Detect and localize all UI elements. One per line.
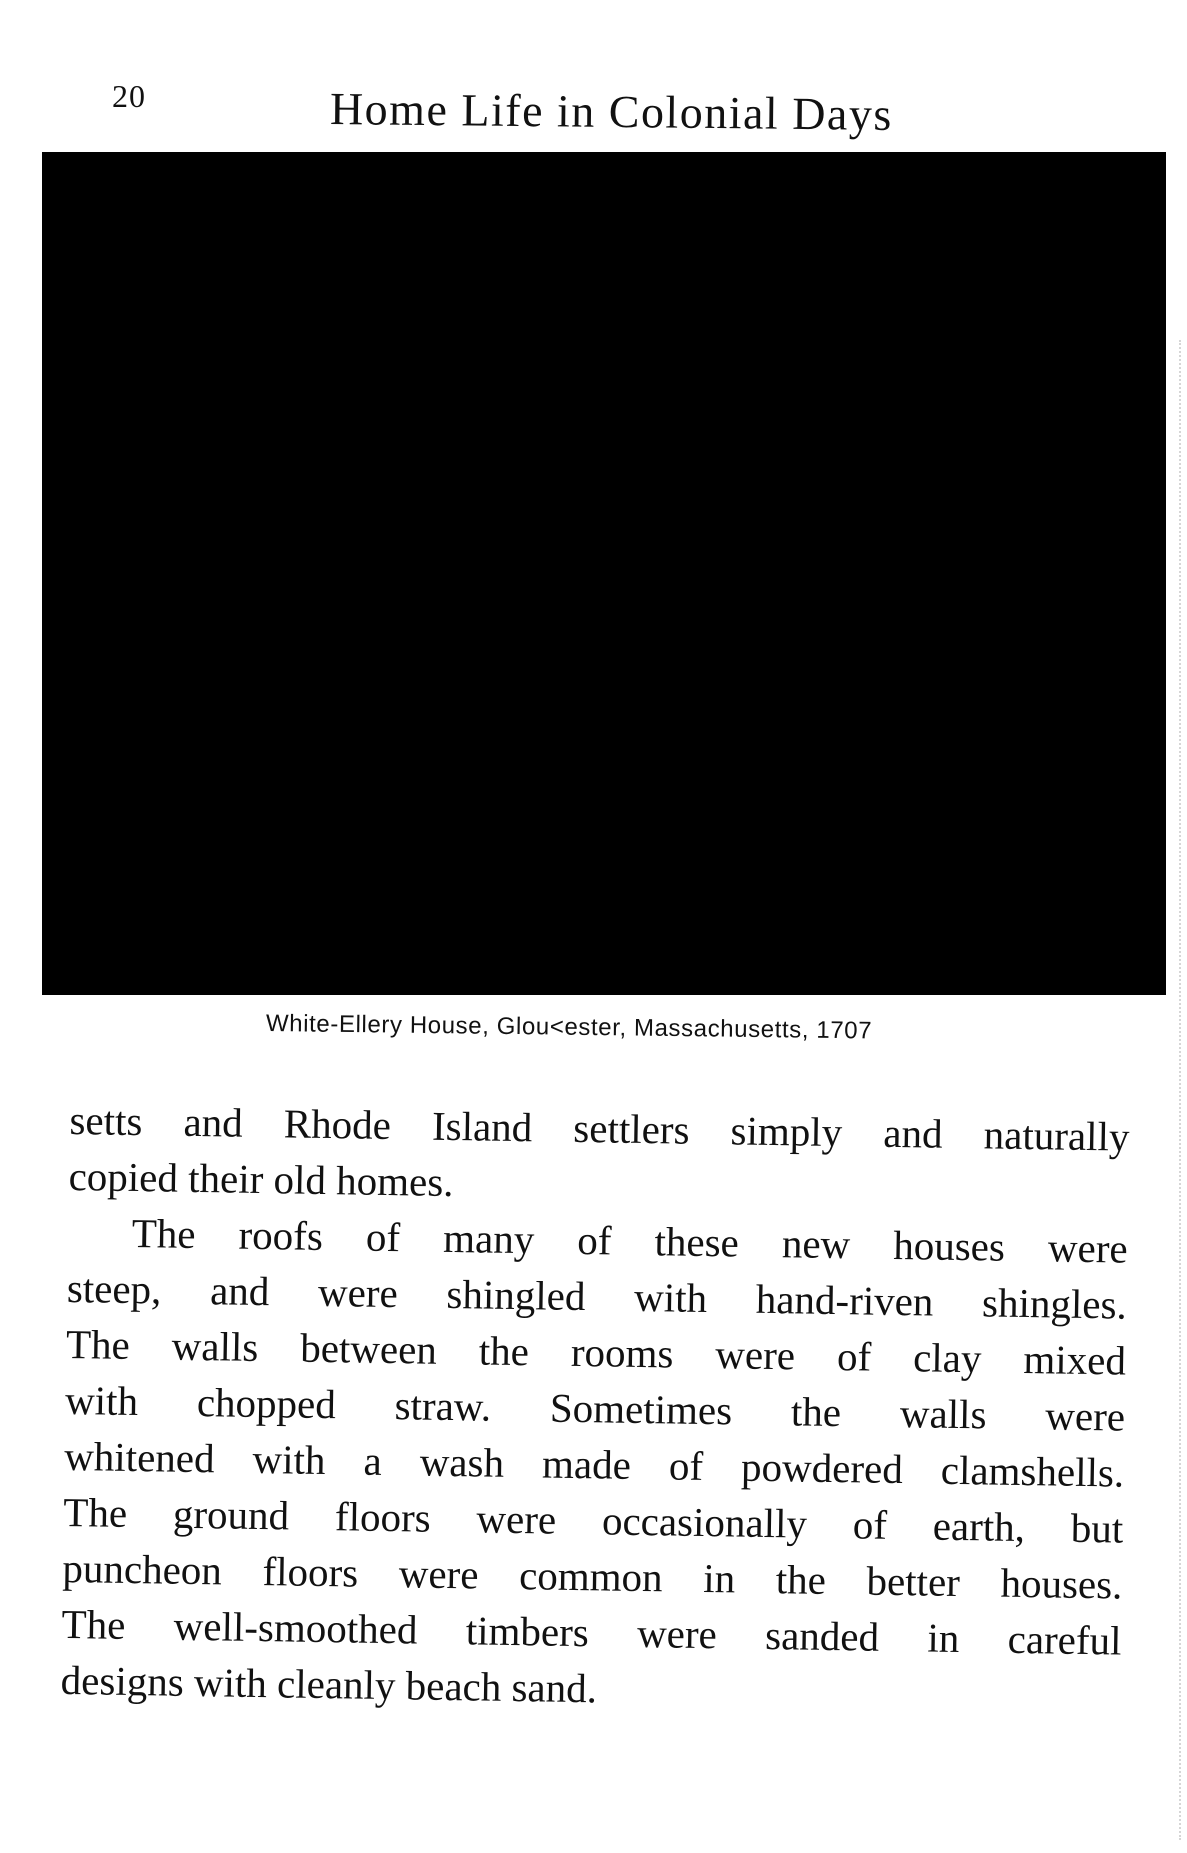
text-line: with chopped straw. Sometimes the walls were: [64, 1376, 1126, 1440]
text-line: The walls between the rooms were of clay mixed: [65, 1320, 1127, 1384]
text-line: The roofs of many of these new houses were: [131, 1209, 1129, 1272]
text-line: whitened with a wash made of powdered clamshells.: [63, 1432, 1125, 1496]
text-line: The well-smoothed timbers were sanded in careful: [61, 1600, 1122, 1664]
figure-caption: White-Ellery House, Glou<ester, Massachusetts, 1707: [265, 1010, 873, 1045]
house-photograph: [42, 152, 1166, 995]
text-line: setts and Rhode Island settlers simply and naturally: [69, 1096, 1130, 1160]
text-line: puncheon floors were common in the better houses.: [62, 1544, 1123, 1608]
text-line: copied their old homes.: [68, 1152, 454, 1206]
page-edge-marks: [1179, 340, 1187, 1840]
page-number: 20: [112, 78, 146, 114]
running-title: Home Life in Colonial Days: [329, 83, 894, 140]
text-line: designs with cleanly beach sand.: [60, 1656, 598, 1712]
body-paragraphs: [60, 1092, 1130, 1725]
text-line: The ground floors were occasionally of earth, but: [63, 1488, 1124, 1552]
text-line: steep, and were shingled with hand-riven shingles.: [66, 1264, 1128, 1328]
